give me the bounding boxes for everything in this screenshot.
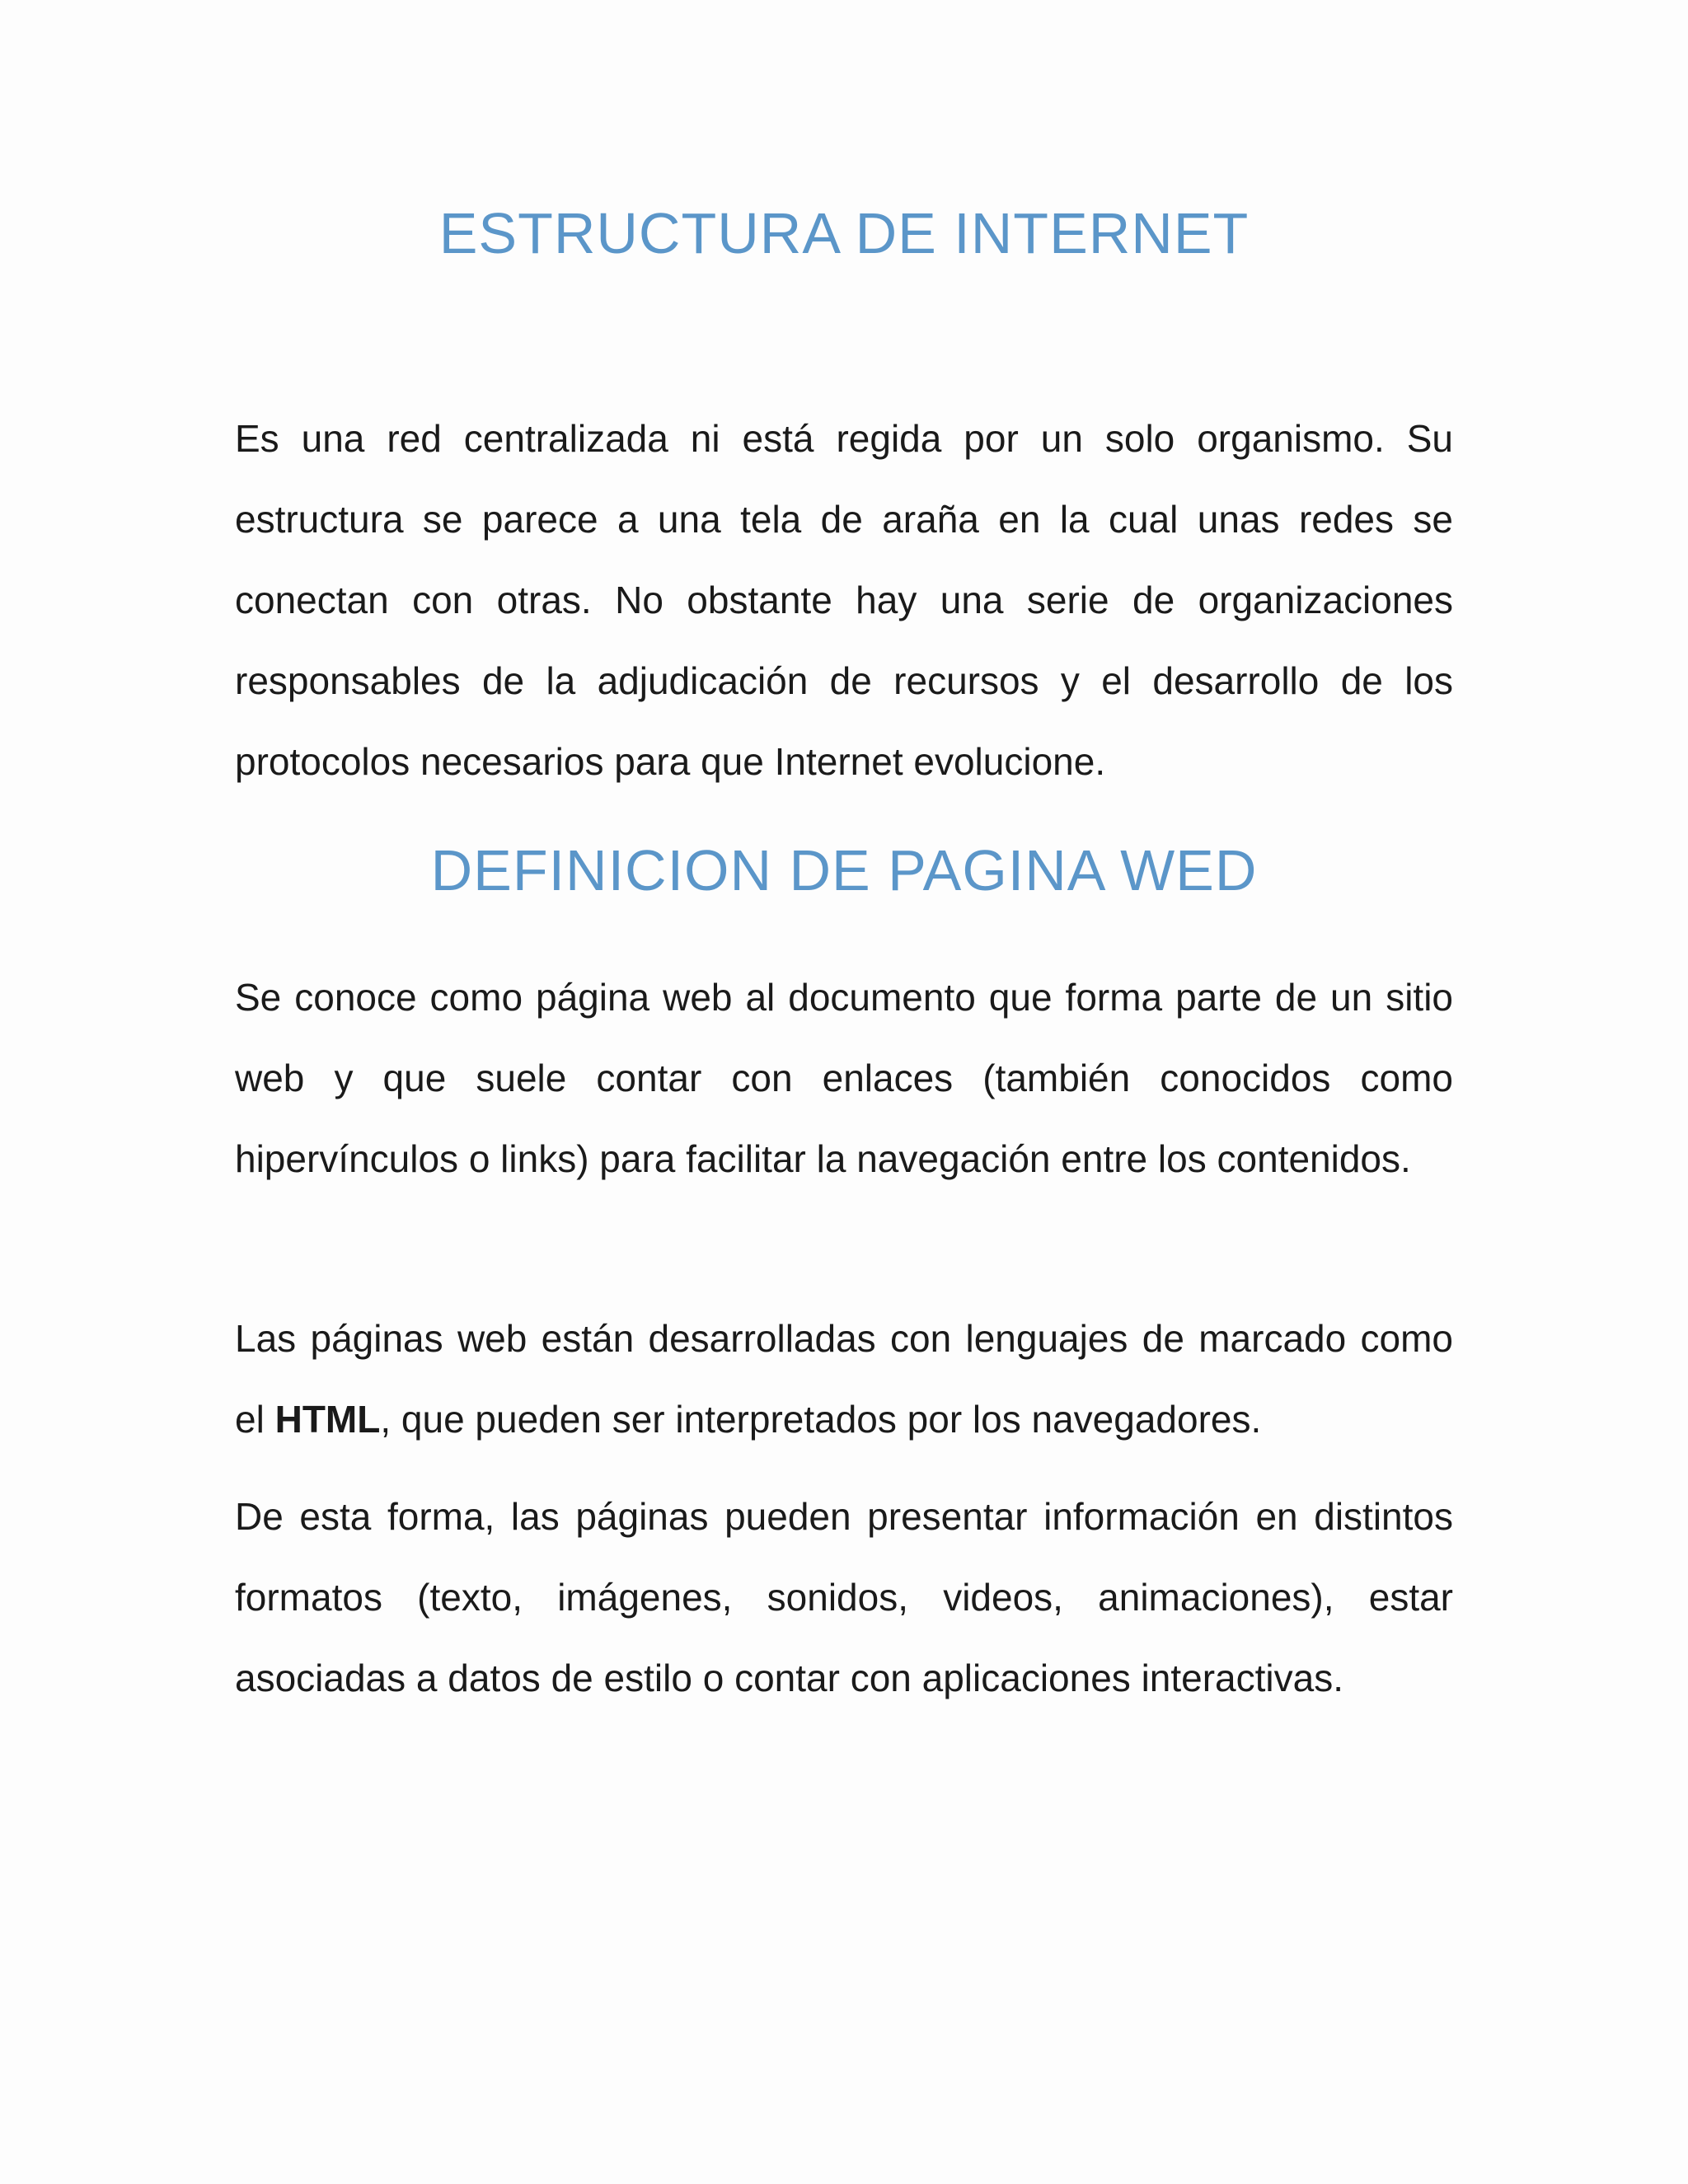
- paragraph-definicion: Se conoce como página web al documento que forma parte de un sitio web y que suele contar con enlaces (también conocidos como hipervínculos o links) para facilitar la navegación entre los contenidos.: [235, 976, 1453, 1180]
- paragraph-formatos: De esta forma, las páginas pueden presentar información en distintos formatos (texto, imágenes, sonidos, videos, animaciones), estar asociadas a datos de estilo o contar con aplicaciones interactivas.: [235, 1495, 1453, 1699]
- html-bold-term: HTML: [274, 1398, 381, 1441]
- paragraph-lenguajes-text-before: Las páginas web están desarrolladas con lenguajes de marcado como el: [235, 1317, 1453, 1441]
- heading-estructura-de-internet: ESTRUCTURA DE INTERNET: [438, 201, 1250, 265]
- paragraph-lenguajes-text-after: , que pueden ser interpretados por los navegadores.: [380, 1398, 1262, 1441]
- paragraph-lenguajes: [235, 1298, 1453, 1460]
- paragraph-estructura: Es una red centralizada ni está regida por un solo organismo. Su estructura se parece a una tela de araña en la cual unas redes se conectan con otras. No obstante hay una serie de organizaciones responsables de la adjudicación de recursos y el desarrollo de los protocolos necesarios para que Internet evolucione.: [235, 417, 1453, 783]
- heading-definicion-de-pagina-wed: DEFINICION DE PAGINA WED: [430, 838, 1258, 902]
